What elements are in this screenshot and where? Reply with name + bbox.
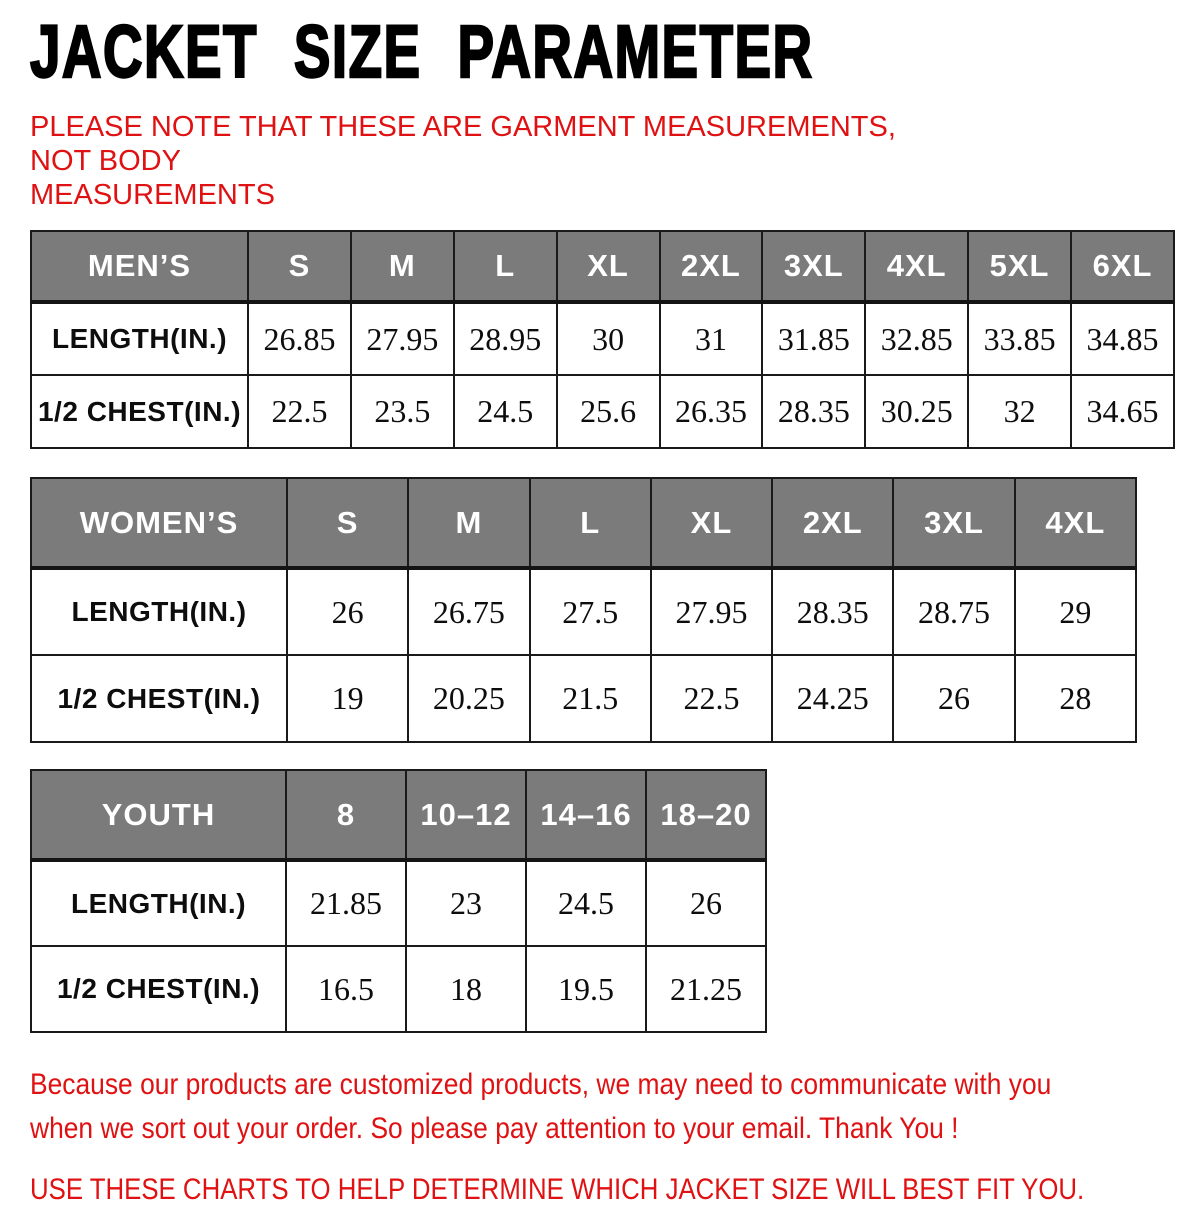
chart-usage-note: USE THESE CHARTS TO HELP DETERMINE WHICH JACKET SIZE WILL BEST FIT YOU. <box>30 1173 1085 1206</box>
cell-value: 25.6 <box>557 375 660 448</box>
cell-value: 21.5 <box>530 655 651 742</box>
cell-value: 22.5 <box>651 655 772 742</box>
note-line-2: MEASUREMENTS <box>30 179 275 211</box>
row-label-length: LENGTH(IN.) <box>31 568 287 655</box>
mens-size-table <box>30 230 1175 449</box>
mens-table-title: MEN’S <box>31 231 248 302</box>
cell-value: 27.95 <box>351 302 454 375</box>
youth-header-row <box>31 770 766 860</box>
cell-value: 32.85 <box>865 302 968 375</box>
cell-value: 20.25 <box>408 655 529 742</box>
size-header-xl: XL <box>651 478 772 568</box>
cell-value: 28.75 <box>893 568 1014 655</box>
cell-value: 19 <box>287 655 408 742</box>
mens-chest-row <box>31 375 1174 448</box>
size-header-5xl: 5XL <box>968 231 1071 302</box>
size-header-l: L <box>454 231 557 302</box>
size-header-10-12: 10–12 <box>406 770 526 860</box>
cell-value: 28 <box>1015 655 1136 742</box>
cell-value: 19.5 <box>526 946 646 1032</box>
cell-value: 32 <box>968 375 1071 448</box>
youth-chest-row <box>31 946 766 1032</box>
cell-value: 29 <box>1015 568 1136 655</box>
cell-value: 30.25 <box>865 375 968 448</box>
cell-value: 34.85 <box>1071 302 1174 375</box>
size-header-4xl: 4XL <box>865 231 968 302</box>
size-header-m: M <box>351 231 454 302</box>
cell-value: 26.85 <box>248 302 351 375</box>
row-label-length: LENGTH(IN.) <box>31 302 248 375</box>
cell-value: 28.35 <box>762 375 865 448</box>
size-header-xl: XL <box>557 231 660 302</box>
cell-value: 21.85 <box>286 860 406 946</box>
cell-value: 30 <box>557 302 660 375</box>
womens-length-row <box>31 568 1136 655</box>
womens-table-title: WOMEN’S <box>31 478 287 568</box>
youth-size-table <box>30 769 767 1033</box>
cell-value: 23.5 <box>351 375 454 448</box>
size-header-s: S <box>248 231 351 302</box>
mens-length-row <box>31 302 1174 375</box>
size-header-8: 8 <box>286 770 406 860</box>
cell-value: 34.65 <box>1071 375 1174 448</box>
cell-value: 33.85 <box>968 302 1071 375</box>
row-label-chest: 1/2 CHEST(IN.) <box>31 375 248 448</box>
womens-chest-row <box>31 655 1136 742</box>
jacket-size-chart-page <box>0 10 1200 1214</box>
cell-value: 18 <box>406 946 526 1032</box>
cell-value: 26 <box>893 655 1014 742</box>
cell-value: 23 <box>406 860 526 946</box>
cell-value: 24.25 <box>772 655 893 742</box>
cell-value: 16.5 <box>286 946 406 1032</box>
cell-value: 27.95 <box>651 568 772 655</box>
row-label-length: LENGTH(IN.) <box>31 860 286 946</box>
cell-value: 24.5 <box>526 860 646 946</box>
note-line-1: PLEASE NOTE THAT THESE ARE GARMENT MEASUREMENTS, NOT BODY <box>30 111 896 177</box>
size-header-6xl: 6XL <box>1071 231 1174 302</box>
cell-value: 26 <box>646 860 766 946</box>
size-header-14-16: 14–16 <box>526 770 646 860</box>
cell-value: 26.35 <box>660 375 763 448</box>
size-header-m: M <box>408 478 529 568</box>
cell-value: 21.25 <box>646 946 766 1032</box>
size-header-l: L <box>530 478 651 568</box>
cell-value: 31 <box>660 302 763 375</box>
page-title: JACKET SIZE PARAMETER <box>30 10 814 93</box>
womens-size-table <box>30 477 1137 743</box>
cell-value: 22.5 <box>248 375 351 448</box>
customization-notice <box>30 1063 1165 1151</box>
size-header-3xl: 3XL <box>762 231 865 302</box>
size-header-3xl: 3XL <box>893 478 1014 568</box>
size-header-s: S <box>287 478 408 568</box>
size-header-2xl: 2XL <box>660 231 763 302</box>
youth-table-title: YOUTH <box>31 770 286 860</box>
mens-header-row <box>31 231 1174 302</box>
notice-line-1: Because our products are customized products, we may need to communicate with you <box>30 1068 1052 1101</box>
cell-value: 27.5 <box>530 568 651 655</box>
size-header-18-20: 18–20 <box>646 770 766 860</box>
youth-length-row <box>31 860 766 946</box>
cell-value: 26.75 <box>408 568 529 655</box>
garment-measurement-note <box>30 110 960 212</box>
size-header-2xl: 2XL <box>772 478 893 568</box>
cell-value: 24.5 <box>454 375 557 448</box>
cell-value: 26 <box>287 568 408 655</box>
cell-value: 28.95 <box>454 302 557 375</box>
cell-value: 28.35 <box>772 568 893 655</box>
row-label-chest: 1/2 CHEST(IN.) <box>31 946 286 1032</box>
womens-header-row <box>31 478 1136 568</box>
notice-line-2: when we sort out your order. So please pay attention to your email. Thank You ! <box>30 1112 959 1145</box>
cell-value: 31.85 <box>762 302 865 375</box>
size-header-4xl: 4XL <box>1015 478 1136 568</box>
row-label-chest: 1/2 CHEST(IN.) <box>31 655 287 742</box>
